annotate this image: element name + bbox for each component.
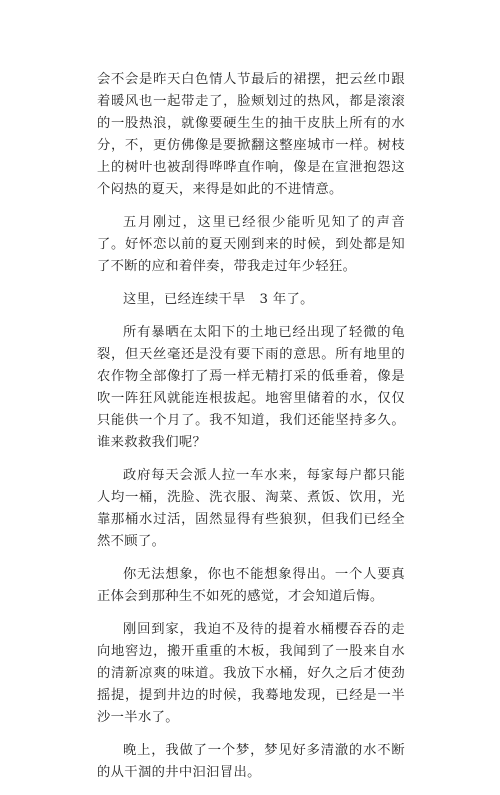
article-body	[97, 69, 405, 795]
paragraph-1: 会不会是昨天白色情人节最后的裙摆，把云丝巾跟着暖风也一起带走了，脸颊划过的热风，都是滚滚的一股热浪，就像要硬生生的抽干皮肤上所有的水分，不，更仿佛像是要掀翻这整座城市一样。树枝上的树叶也被刮得哗哗直作响，像是在宣泄抱怨这个闷热的夏天，来得是如此的不进情意。	[97, 72, 405, 197]
paragraph-5: 政府每天会派人拉一车水来，每家每户都只能人均一桶，洗脸、洗衣服、淘菜、煮饭、饮用，光靠那桶水过活，固然显得有些狼狈，但我们已经全然不顾了。	[97, 468, 405, 549]
paragraph-3: 这里，已经连续干旱 3 年了。	[123, 292, 314, 307]
paragraph-8: 晚上，我做了一个梦，梦见好多清澈的水不断的从干涸的井中汩汩冒出。	[97, 743, 405, 780]
paragraph-6: 你无法想象，你也不能想象得出。一个人要真正体会到那种生不如死的感觉，才会知道后悔。	[97, 567, 405, 604]
paragraph-7: 刚回到家，我迫不及待的提着水桶樱吞吞的走向地窖边，搬开重重的木板，我闻到了一股来自水的清新凉爽的味道。我放下水桶，好久之后才使劲摇提，提到井边的时候，我蓦地发现，已经是一半沙一半水了。	[97, 622, 405, 725]
paragraph-2: 五月刚过，这里已经很少能听见知了的声音了。好怀恋以前的夏天刚到来的时候，到处都是知了不断的应和着伴奏，带我走过年少轻狂。	[97, 215, 405, 274]
paragraph-4: 所有暴晒在太阳下的土地已经出现了轻微的龟裂，但天丝毫还是没有要下雨的意思。所有地里的农作物全部像打了焉一样无精打采的低垂着，像是吹一阵狂风就能连根拔起。地窖里储着的水，仅仅只能供一个月了。我不知道，我们还能坚持多久。谁来救救我们呢？	[97, 325, 405, 450]
